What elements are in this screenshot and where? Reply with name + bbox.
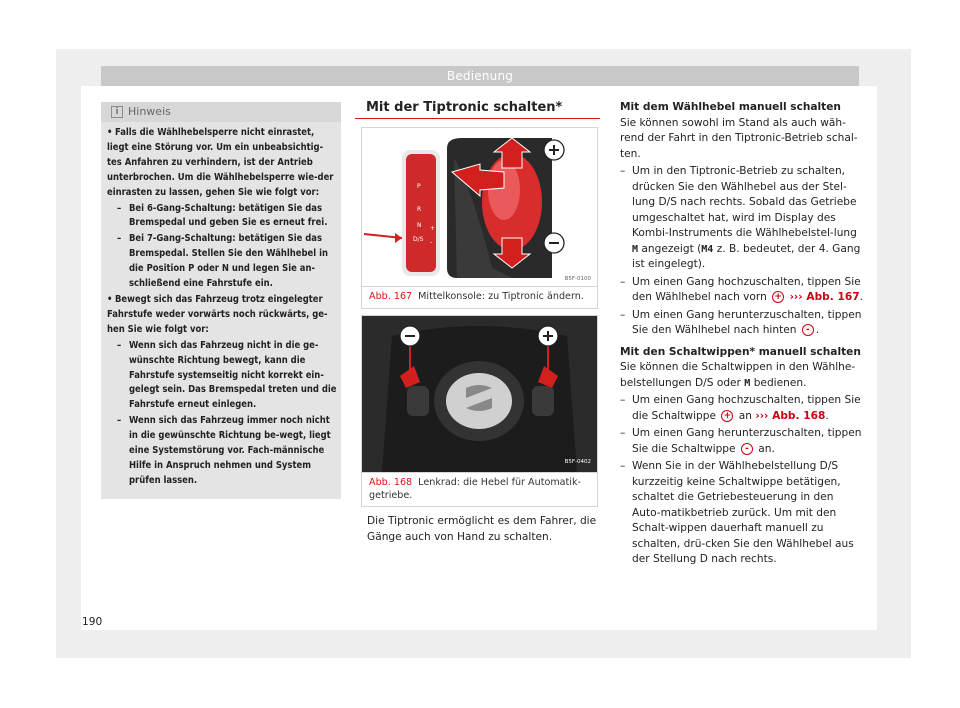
gear-label-n: N bbox=[417, 222, 422, 229]
gear-label-r: R bbox=[417, 206, 422, 213]
caption-divider bbox=[362, 286, 597, 287]
plus-icon: + bbox=[721, 410, 733, 422]
note-title: Hinweis bbox=[128, 105, 171, 118]
note-bullet: • Falls die Wählhebelsperre nicht einrastet, liegt eine Störung vor. Um ein unbeabsichtig-tes Anfahren zu verhindern, ist der Antrieb unterbrochen. Um die Wählhebelsperre wie-der einrasten zu lassen, gehen Sie wie folgt vor: bbox=[107, 127, 334, 198]
note-body bbox=[107, 126, 337, 490]
figure-caption: Abb. 168 Lenkrad: die Hebel für Automatik-getriebe. bbox=[369, 477, 581, 501]
figure-168 bbox=[361, 315, 598, 507]
note-subitem: – Bei 6-Gang-Schaltung: betätigen Sie das Bremspedal und geben Sie es erneut frei. bbox=[117, 202, 328, 229]
note-header bbox=[101, 102, 341, 122]
steering-wheel-illustration bbox=[362, 316, 597, 472]
gear-lever-illustration bbox=[362, 128, 597, 308]
intro-paragraph: Die Tiptronic ermöglicht es dem Fahrer, die Gänge auch von Hand zu schalten. bbox=[367, 515, 597, 543]
caption-divider bbox=[362, 472, 597, 473]
figure-reference[interactable]: ››› Abb. 167 bbox=[789, 291, 860, 303]
figure-167 bbox=[361, 127, 598, 309]
list-item: – Um einen Gang hochzuschalten, tippen Sie die Schaltwippe + an ››› Abb. 168. bbox=[620, 394, 861, 422]
subheading: Mit den Schaltwippen* manuell schalten bbox=[620, 345, 861, 358]
figure-caption: Abb. 167 Mittelkonsole: zu Tiptronic ändern. bbox=[369, 291, 584, 302]
list-item: – Um einen Gang herunterzuschalten, tippen Sie den Wählhebel nach hinten - . bbox=[620, 308, 862, 336]
gear-label-p: P bbox=[417, 183, 421, 190]
subheading: Mit dem Wählhebel manuell schalten bbox=[620, 101, 841, 113]
note-subitem: – Wenn sich das Fahrzeug nicht in die ge-wünschte Richtung bewegt, kann die Fahrstufe systemseitig nicht korrekt ein-gelegt sein. Das Bremspedal treten und die Fahrstufe erneut einlegen. bbox=[117, 339, 337, 411]
gear-label-plus: + bbox=[430, 225, 436, 232]
note-bullet: • Bewegt sich das Fahrzeug trotz eingelegter Fahrstufe weder vorwärts noch rückwärts, ge-hen Sie wie folgt vor: bbox=[107, 293, 328, 335]
list-item: – Um in den Tiptronic-Betrieb zu schalten, drücken Sie den Wählhebel aus der Stel-lung D/S nach rechts. Sobald das Getriebe umgeschaltet hat, wird im Display des Kombi-Instruments die Wählhebelstel-lung M angezeigt (M4 z. B. bedeutet, der 4. Gang ist eingelegt). bbox=[620, 165, 861, 270]
info-icon: i bbox=[111, 106, 123, 118]
list-item: – Um einen Gang hochzuschalten, tippen Sie den Wählhebel nach vorn + ››› Abb. 167. bbox=[620, 275, 863, 303]
page-number: 190 bbox=[82, 616, 103, 628]
section-rule bbox=[355, 118, 600, 119]
right-column bbox=[620, 100, 865, 568]
gear-label-minus: - bbox=[430, 239, 433, 246]
chapter-header: Bedienung bbox=[101, 66, 859, 86]
minus-icon: - bbox=[802, 324, 814, 336]
paragraph: Sie können die Schaltwippen in den Wählhe-belstellungen D/S oder M bedienen. bbox=[620, 361, 856, 389]
paragraph: Sie können sowohl im Stand als auch wäh-rend der Fahrt in den Tiptronic-Betrieb schal-ten. bbox=[620, 116, 858, 160]
minus-icon: - bbox=[741, 443, 753, 455]
figure-code: B5F-0402 bbox=[564, 459, 591, 465]
gear-label-ds: D/S bbox=[413, 236, 424, 243]
list-item: – Wenn Sie in der Wählhebelstellung D/S kurzzeitig keine Schaltwippe betätigen, schaltet die Getriebesteuerung in den Auto-matikbetrieb zurück. Um mit den Schalt-wippen dauerhaft manuell zu schalten, drü-cken Sie den Wählhebel aus der Stellung D nach rechts. bbox=[620, 460, 854, 565]
figure-reference[interactable]: ››› Abb. 168 bbox=[755, 409, 826, 422]
list-item: – Um einen Gang herunterzuschalten, tippen Sie die Schaltwippe - an. bbox=[620, 427, 862, 455]
note-subitem: – Wenn sich das Fahrzeug immer noch nicht in die gewünschte Richtung be-wegt, liegt eine Systemstörung vor. Fach-männische Hilfe in Anspruch nehmen und System prüfen lassen. bbox=[117, 415, 331, 486]
figure-code: B5F-0100 bbox=[564, 276, 591, 282]
plus-icon: + bbox=[772, 291, 784, 303]
note-box bbox=[101, 102, 341, 499]
note-subitem: – Bei 7-Gang-Schaltung: betätigen Sie das Bremspedal. Stellen Sie den Wählhebel in die Position P oder N und legen Sie an-schließend eine Fahrstufe ein. bbox=[117, 233, 328, 290]
section-title: Mit der Tiptronic schalten* bbox=[366, 100, 563, 115]
